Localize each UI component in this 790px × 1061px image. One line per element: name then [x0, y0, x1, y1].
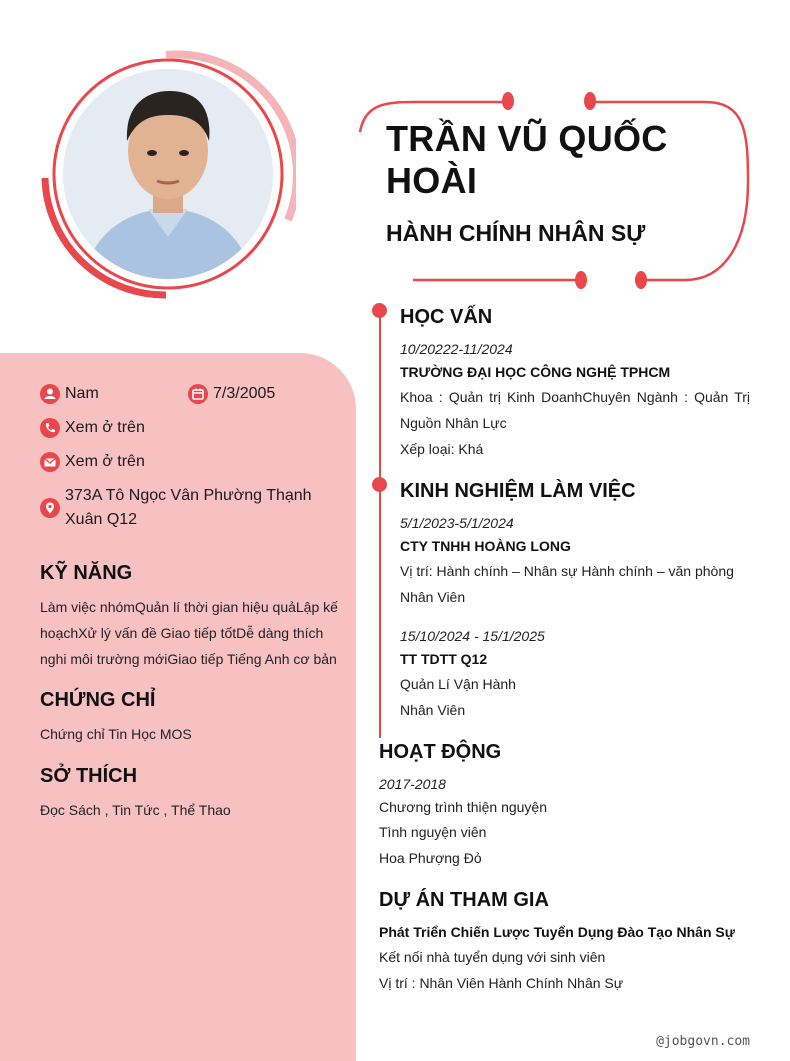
certificates-heading: CHỨNG CHỈ: [40, 689, 156, 711]
education-grade: Xếp loại: Khá: [400, 441, 484, 457]
activity-item: Hoa Phượng Đỏ: [379, 850, 482, 866]
activity-item: Tình nguyện viên: [379, 824, 487, 840]
job-date: 5/1/2023-5/1/2024: [400, 515, 514, 531]
hobbies-heading: SỞ THÍCH: [40, 765, 138, 787]
profile-photo: [63, 69, 273, 279]
project-title: Phát Triển Chiến Lược Tuyển Dụng Đào Tạo Nhân Sự: [379, 924, 735, 940]
education-school: TRƯỜNG ĐẠI HỌC CÔNG NGHỆ TPHCM: [400, 364, 671, 380]
job-title: HÀNH CHÍNH NHÂN SỰ: [386, 220, 646, 246]
activities-date: 2017-2018: [379, 776, 446, 792]
timeline-dot-education: [372, 303, 387, 318]
education-major: Khoa : Quản trị Kinh DoanhChuyên Ngành : Quản Trị Nguồn Nhân Lực: [400, 389, 750, 431]
skills-heading: KỸ NĂNG: [40, 562, 133, 584]
projects-heading: DỰ ÁN THAM GIA: [379, 889, 549, 911]
job-position: Vị trí: Hành chính – Nhân sự Hành chính – văn phòng: [400, 563, 734, 579]
timeline-line: [379, 310, 381, 738]
education-date: 10/20222-11/2024: [400, 341, 513, 357]
job-position: Quản Lí Vận Hành: [400, 676, 516, 692]
mail-icon: [40, 452, 60, 472]
activities-heading: HOẠT ĐỘNG: [379, 741, 502, 763]
avatar: [40, 50, 296, 306]
timeline-dot-experience: [372, 477, 387, 492]
project-item: Vị trí : Nhân Viên Hành Chính Nhân Sự: [379, 975, 624, 991]
job-date: 15/10/2024 - 15/1/2025: [400, 628, 545, 644]
job-role: Nhân Viên: [400, 702, 466, 718]
job-company: CTY TNHH HOÀNG LONG: [400, 538, 571, 554]
experience-heading: KINH NGHIỆM LÀM VIỆC: [400, 480, 636, 502]
job-company: TT TDTT Q12: [400, 651, 488, 667]
project-item: Kết nối nhà tuyển dụng với sinh viên: [379, 949, 606, 965]
skills-text: Làm việc nhómQuản lí thời gian hiệu quảLập kế hoạchXử lý vấn đề Giao tiếp tốtDễ dàng thích nghi môi trường mớiGiao tiếp Tiếng Anh cơ bản: [40, 599, 338, 667]
job-role: Nhân Viên: [400, 589, 466, 605]
education-heading: HỌC VẤN: [400, 306, 493, 328]
calendar-icon: [188, 384, 208, 404]
candidate-name: TRẦN VŨ QUỐC HOÀI: [386, 118, 668, 201]
user-icon: [40, 384, 60, 404]
watermark: @jobgovn.com: [656, 1034, 750, 1049]
hobbies-text: Đọc Sách , Tin Tức , Thể Thao: [40, 802, 231, 818]
phone-icon: [40, 418, 60, 438]
location-icon: [40, 498, 60, 518]
certificates-text: Chứng chỉ Tin Học MOS: [40, 726, 192, 742]
activity-item: Chương trình thiện nguyện: [379, 799, 547, 815]
